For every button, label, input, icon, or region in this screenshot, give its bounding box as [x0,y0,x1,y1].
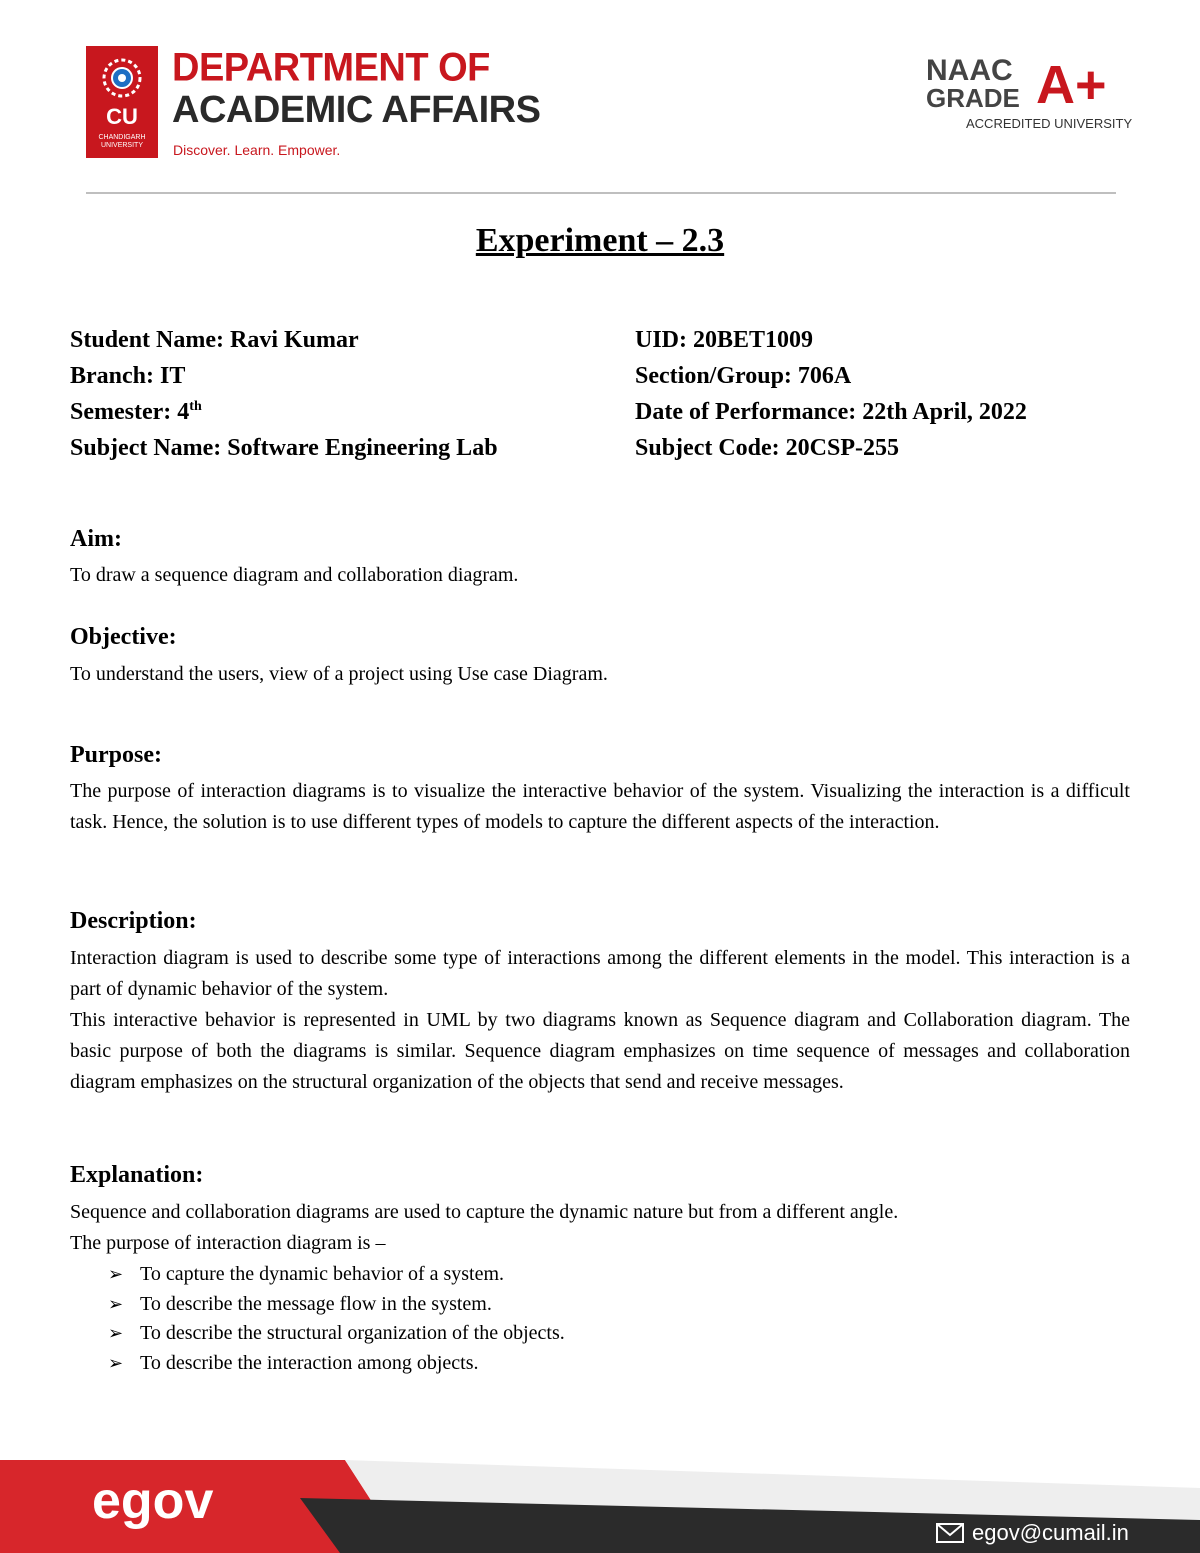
explanation-heading: Explanation: [70,1162,204,1188]
explanation-text [70,1197,1130,1259]
subject-code: Subject Code: 20CSP-255 [635,435,899,461]
student-info-left [70,322,498,466]
description-paragraph-2: This interactive behavior is represented in UML by two diagrams known as Sequence diagram and Collaboration diagram. The basic purpose of both the diagrams is similar. Sequence diagram emphasizes on time sequence of messages and collaboration diagram emphasizes on the structural organization of the objects that send and receive messages. [70,1009,1130,1093]
description-text [70,943,1130,1098]
cu-logo-subtext: CHANDIGARH UNIVERSITY [98,134,146,149]
naac-badge [926,54,1133,136]
semester-suffix: th [189,399,202,414]
arrow-bullet-icon: ➢ [108,1293,124,1315]
explanation-paragraph-2: The purpose of interaction diagram is – [70,1232,386,1254]
section-group: Section/Group: 706A [635,363,852,389]
semester-value: Semester: 4 [70,399,190,425]
objective-heading: Objective: [70,624,177,650]
header-divider [86,192,1116,194]
subject-name: Subject Name: Software Engineering Lab [70,435,498,461]
explanation-paragraph-1: Sequence and collaboration diagrams are used to capture the dynamic nature but from a different angle. [70,1201,899,1223]
cu-emblem-icon [98,54,146,102]
naac-grade-value: A+ [1036,55,1107,115]
description-heading: Description: [70,908,197,934]
student-name: Student Name: Ravi Kumar [70,327,359,353]
naac-label: NAAC [926,54,1013,87]
egov-logo: egov [92,1472,214,1530]
cu-logo-text: CU [106,104,138,129]
dept-title-line1: DEPARTMENT OF [172,45,490,91]
tagline: Discover. Learn. Empower. [173,142,341,158]
footer-email[interactable]: egov@cumail.in [972,1520,1129,1545]
semester [70,394,498,430]
student-info-right [635,322,1027,466]
purpose-bullet-list [108,1260,565,1378]
objective-text: To understand the users, view of a project using Use case Diagram. [70,663,608,685]
list-item: ➢ To describe the interaction among objects. [108,1349,565,1379]
arrow-bullet-icon: ➢ [108,1323,124,1344]
naac-grade-label: GRADE [926,83,1020,113]
footer-banner [0,1460,1200,1553]
date-of-performance: Date of Performance: 22th April, 2022 [635,399,1027,425]
description-paragraph-1: Interaction diagram is used to describe some type of interactions among the different elements in the model. This interaction is a part of dynamic behavior of the system. [70,947,1130,1000]
cu-logo [86,46,158,158]
aim-heading: Aim: [70,526,122,552]
arrow-bullet-icon: ➢ [108,1352,124,1374]
aim-text: To draw a sequence diagram and collaboration diagram. [70,564,519,586]
naac-accredited: ACCREDITED UNIVERSITY [966,116,1133,131]
arrow-bullet-icon: ➢ [108,1264,124,1285]
purpose-text: The purpose of interaction diagrams is to visualize the interactive behavior of the system. Visualizing the interaction is a difficult task. Hence, the solution is to use different types of models to capture the different aspects of the interaction. [70,780,1130,833]
list-item: ➢ To capture the dynamic behavior of a system. [108,1260,565,1290]
dept-title-line2: ACADEMIC AFFAIRS [172,89,541,131]
purpose-heading: Purpose: [70,742,162,768]
branch: Branch: IT [70,363,186,389]
page-title: Experiment – 2.3 [475,222,725,259]
uid: UID: 20BET1009 [635,327,814,353]
list-item: ➢ To describe the structural organization of the objects. [108,1319,565,1349]
list-item: ➢ To describe the message flow in the system. [108,1290,565,1320]
